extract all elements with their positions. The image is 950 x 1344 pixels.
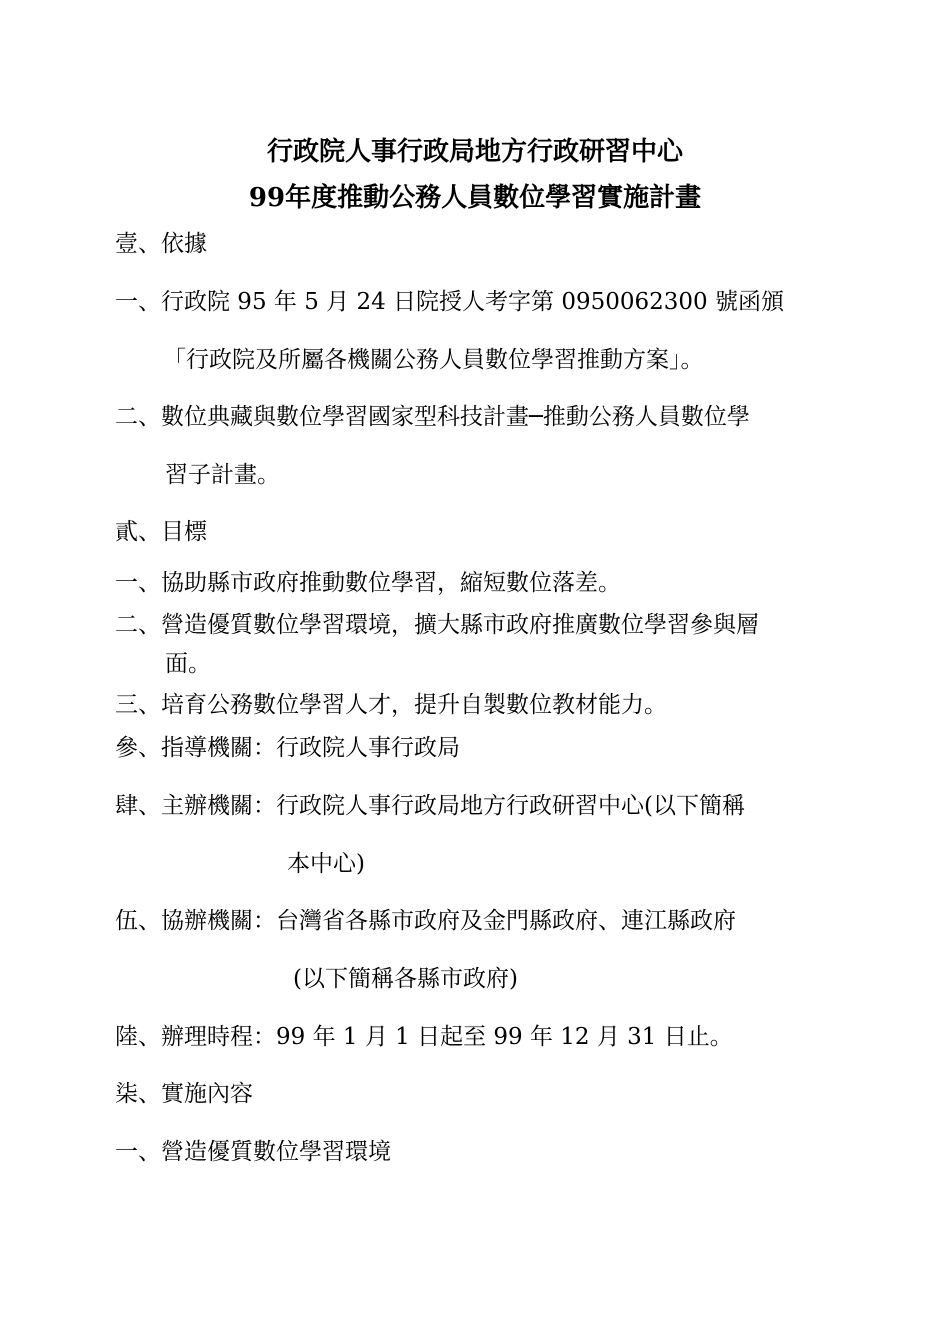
section-7-item-1: 一、營造優質數位學習環境 [115, 1139, 391, 1165]
section-1-item-2-line-1: 二、數位典藏與數位學習國家型科技計畫─推動公務人員數位學 [115, 404, 750, 430]
section-1-item-2-line-2: 習子計畫。 [165, 462, 280, 488]
section-7-heading: 柒、實施內容 [115, 1081, 253, 1107]
section-2-item-3: 三、培育公務數位學習人才，提升自製數位教材能力。 [115, 692, 667, 718]
section-5-co-organizer-line-2: (以下簡稱各縣市政府) [293, 966, 518, 992]
document-title-line-2: 99年度推動公務人員數位學習實施計畫 [248, 183, 702, 213]
section-6-schedule: 陸、辦理時程：99 年 1 月 1 日起至 99 年 12 月 31 日止。 [115, 1024, 733, 1050]
section-3-supervising-agency: 參、指導機關：行政院人事行政局 [115, 735, 460, 761]
section-2-item-2-line-1: 二、營造優質數位學習環境，擴大縣市政府推廣數位學習參與層 [115, 612, 759, 638]
section-1-item-1-line-1: 一、行政院 95 年 5 月 24 日院授人考字第 0950062300 號函頒 [115, 289, 784, 315]
section-1-heading: 壹、依據 [115, 231, 207, 257]
section-2-heading: 貳、目標 [115, 519, 207, 545]
section-2-item-2-line-2: 面。 [165, 651, 211, 677]
section-5-co-organizer-line-1: 伍、協辦機關：台灣省各縣市政府及金門縣政府、連江縣政府 [115, 908, 736, 934]
section-4-organizer-line-2: 本中心) [287, 851, 365, 877]
section-4-organizer-line-1: 肆、主辦機關：行政院人事行政局地方行政研習中心(以下簡稱 [115, 793, 745, 819]
section-2-item-1: 一、協助縣市政府推動數位學習，縮短數位落差。 [115, 570, 621, 596]
document-title-line-1: 行政院人事行政局地方行政研習中心 [266, 137, 683, 167]
section-1-item-1-line-2: 「行政院及所屬各機關公務人員數位學習推動方案」。 [163, 347, 704, 373]
